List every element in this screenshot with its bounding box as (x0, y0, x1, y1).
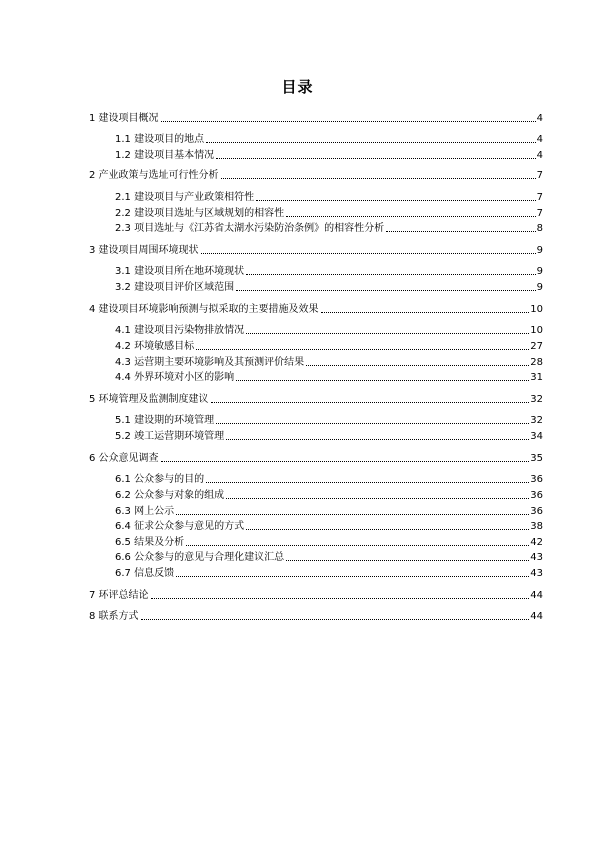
toc-dot-leader (321, 312, 530, 313)
toc-page-number: 7 (536, 192, 543, 203)
toc-entry-4[interactable] (89, 302, 543, 316)
toc-page-number: 43 (530, 568, 543, 579)
toc-page-number: 9 (536, 282, 543, 293)
toc-dot-leader (226, 498, 529, 499)
toc-page-number: 38 (530, 521, 543, 532)
toc-page-number: 4 (536, 134, 543, 145)
toc-entry-3[interactable] (89, 243, 543, 257)
toc-page-number: 32 (530, 415, 543, 426)
page-title: 目录 (281, 78, 314, 96)
toc-entry-2[interactable] (89, 168, 543, 182)
toc-entry-label: 2.3 项目选址与《江苏省太湖水污染防治条例》的相容性分析 (115, 223, 385, 234)
toc-page-number: 44 (530, 611, 543, 622)
toc-dot-leader (286, 560, 529, 561)
toc-entry-2-2[interactable] (115, 206, 543, 220)
toc-dot-leader (176, 514, 529, 515)
toc-entry-7[interactable] (89, 588, 543, 602)
toc-entry-label: 3 建设项目周围环境现状 (89, 245, 199, 256)
toc-entry-label: 4.1 建设项目污染物排放情况 (115, 325, 245, 336)
toc-entry-label: 1.2 建设项目基本情况 (115, 150, 215, 161)
toc-dot-leader (196, 349, 529, 350)
toc-dot-leader (161, 461, 530, 462)
toc-entry-label: 4 建设项目环境影响预测与拟采取的主要措施及效果 (89, 304, 319, 315)
toc-dot-leader (246, 529, 529, 530)
toc-entry-1[interactable] (89, 111, 543, 125)
toc-page-number: 35 (530, 453, 543, 464)
toc-entry-label: 6.2 公众参与对象的组成 (115, 490, 225, 501)
toc-entry-6[interactable] (89, 451, 543, 465)
toc-dot-leader (206, 482, 529, 483)
toc-entry-5-1[interactable] (115, 413, 543, 427)
toc-dot-leader (246, 333, 529, 334)
toc-dot-leader (236, 380, 529, 381)
toc-dot-leader (286, 216, 536, 217)
toc-entry-label: 6 公众意见调查 (89, 453, 159, 464)
toc-page-number: 31 (530, 372, 543, 383)
toc-page-number: 36 (530, 474, 543, 485)
toc-page-number: 4 (536, 150, 543, 161)
toc-dot-leader (221, 178, 536, 179)
toc-entry-label: 5.1 建设期的环境管理 (115, 415, 215, 426)
toc-dot-leader (256, 200, 536, 201)
toc-entry-3-1[interactable] (115, 264, 543, 278)
toc-page-number: 10 (530, 325, 543, 336)
toc-entry-6-1[interactable] (115, 472, 543, 486)
toc-entry-6-3[interactable] (115, 504, 543, 518)
toc-entry-label: 2.1 建设项目与产业政策相符性 (115, 192, 255, 203)
toc-dot-leader (186, 545, 529, 546)
toc-page-number: 10 (530, 304, 543, 315)
toc-dot-leader (246, 274, 536, 275)
toc-dot-leader (306, 365, 529, 366)
toc-entry-4-3[interactable] (115, 355, 543, 369)
toc-entry-label: 8 联系方式 (89, 611, 139, 622)
toc-entry-label: 6.6 公众参与的意见与合理化建议汇总 (115, 552, 285, 563)
toc-entry-label: 6.5 结果及分析 (115, 537, 185, 548)
toc-dot-leader (176, 576, 529, 577)
toc-entry-label: 5 环境管理及监测制度建议 (89, 394, 209, 405)
toc-entry-label: 2 产业政策与选址可行性分析 (89, 170, 219, 181)
toc-dot-leader (236, 290, 536, 291)
toc-page-number: 9 (536, 245, 543, 256)
toc-page-number: 44 (530, 590, 543, 601)
toc-entry-label: 5.2 竣工运营期环境管理 (115, 431, 225, 442)
toc-entry-2-1[interactable] (115, 190, 543, 204)
toc-page-number: 28 (530, 357, 543, 368)
toc-dot-leader (211, 402, 530, 403)
toc-page-number: 8 (536, 223, 543, 234)
toc-entry-label: 3.2 建设项目评价区域范围 (115, 282, 235, 293)
toc-dot-leader (216, 158, 536, 159)
toc-entry-5[interactable] (89, 392, 543, 406)
toc-entry-label: 2.2 建设项目选址与区域规划的相容性 (115, 208, 285, 219)
toc-entry-label: 6.1 公众参与的目的 (115, 474, 205, 485)
toc-entry-4-1[interactable] (115, 323, 543, 337)
toc-entry-6-4[interactable] (115, 519, 543, 533)
toc-entry-6-5[interactable] (115, 535, 543, 549)
toc-entry-label: 7 环评总结论 (89, 590, 149, 601)
toc-entry-6-6[interactable] (115, 550, 543, 564)
toc-entry-label: 1 建设项目概况 (89, 113, 159, 124)
toc-page-number: 43 (530, 552, 543, 563)
toc-entry-label: 6.4 征求公众参与意见的方式 (115, 521, 245, 532)
toc-page-number: 36 (530, 506, 543, 517)
toc-entry-label: 6.3 网上公示 (115, 506, 175, 517)
toc-page-number: 32 (530, 394, 543, 405)
toc-dot-leader (141, 619, 530, 620)
toc-entry-5-2[interactable] (115, 429, 543, 443)
toc-page-number: 4 (536, 113, 543, 124)
toc-entry-4-2[interactable] (115, 339, 543, 353)
toc-dot-leader (151, 598, 530, 599)
toc-page-number: 9 (536, 266, 543, 277)
toc-entry-6-2[interactable] (115, 488, 543, 502)
toc-entry-label: 4.4 外界环境对小区的影响 (115, 372, 235, 383)
toc-entry-label: 4.3 运营期主要环境影响及其预测评价结果 (115, 357, 305, 368)
toc-dot-leader (386, 231, 536, 232)
toc-entry-4-4[interactable] (115, 370, 543, 384)
toc-entry-label: 6.7 信息反馈 (115, 568, 175, 579)
toc-page-number: 7 (536, 170, 543, 181)
toc-dot-leader (226, 439, 529, 440)
toc-entry-1-1[interactable] (115, 132, 543, 146)
toc-page-number: 36 (530, 490, 543, 501)
toc-dot-leader (201, 253, 536, 254)
toc-entry-label: 4.2 环境敏感目标 (115, 341, 195, 352)
toc-entry-3-2[interactable] (115, 280, 543, 294)
toc-entry-1-2[interactable] (115, 148, 543, 162)
toc-dot-leader (216, 423, 529, 424)
toc-page-number: 27 (530, 341, 543, 352)
toc-dot-leader (161, 121, 536, 122)
toc-dot-leader (206, 142, 536, 143)
toc-entry-label: 3.1 建设项目所在地环境现状 (115, 266, 245, 277)
toc-entry-label: 1.1 建设项目的地点 (115, 134, 205, 145)
toc-entry-2-3[interactable] (115, 221, 543, 235)
toc-page-number: 34 (530, 431, 543, 442)
toc-entry-6-7[interactable] (115, 566, 543, 580)
toc-entry-8[interactable] (89, 609, 543, 623)
toc-page-number: 7 (536, 208, 543, 219)
toc-page-number: 42 (530, 537, 543, 548)
